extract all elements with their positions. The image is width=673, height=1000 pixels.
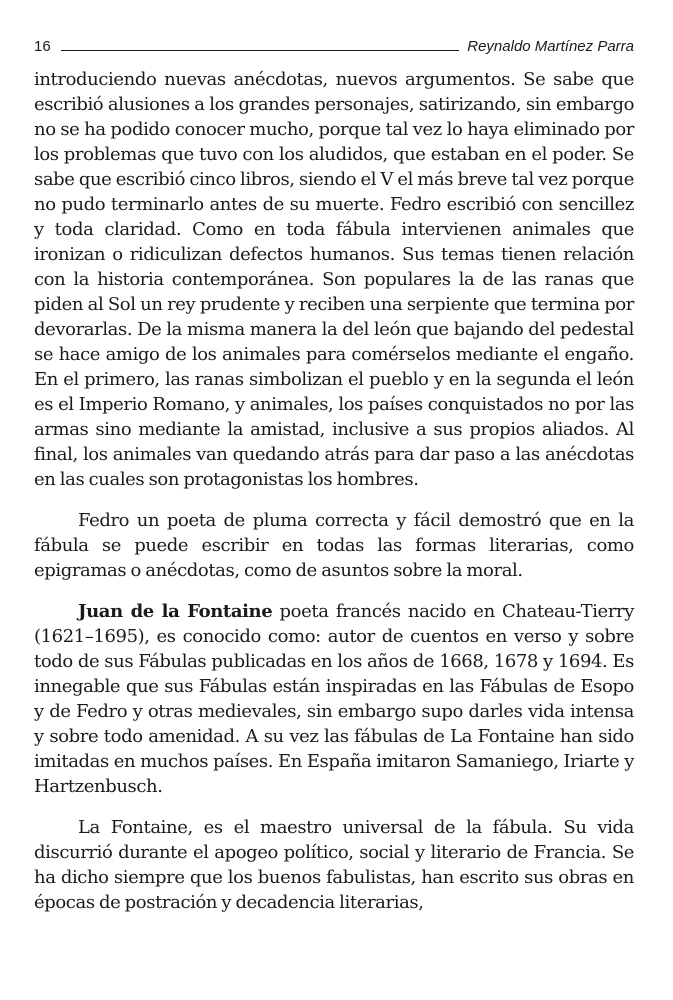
page-number: 16 [34, 38, 51, 55]
paragraph-fedro [34, 508, 634, 583]
paragraph-la-fontaine-bio [34, 599, 634, 799]
page-header [34, 34, 634, 54]
paragraph-text: Fedro un poeta de pluma correcta y fácil demostró que en la fábula se puede escribir en todas las formas literarias, como epigramas o anécdotas, como de asuntos sobre la moral. [34, 510, 634, 581]
paragraph-text: La Fontaine, es el maestro universal de la fábula. Su vida discurrió durante el apogeo político, social y literario de Francia. Se ha dicho siempre que los buenos fabulistas, han escrito sus obras en épocas de postración y decadencia literarias, [34, 817, 634, 913]
paragraph-la-fontaine-master [34, 815, 634, 915]
bold-name: Juan de la Fontaine [78, 601, 273, 622]
header-rule [61, 50, 460, 51]
running-head-author: Reynaldo Martínez Parra [467, 38, 634, 55]
page-body [34, 67, 634, 915]
paragraph-continued [34, 67, 634, 492]
paragraph-text: introduciendo nuevas anécdotas, nuevos argumentos. Se sabe que escribió alusiones a los grandes personajes, satirizando, sin embargo no se ha podido conocer mucho, porque tal vez lo haya eliminado por los problemas que tuvo con los aludidos, que estaban en el poder. Se sabe que escribió cinco libros, siendo el V el más breve tal vez porque no pudo terminarlo antes de su muerte. Fedro escribió con sencillez y toda claridad. Como en toda fábula intervienen animales que ironizan o ridiculizan defectos humanos. Sus temas tienen relación con la historia contemporánea. Son populares la de las ranas que piden al Sol un rey prudente y reciben una serpiente que termina por devorarlas. De la misma manera la del león que bajando del pedestal se hace amigo de los animales para comérselos mediante el engaño. En el primero, las ranas simbolizan el pueblo y en la segunda el león es el Imperio Romano, y animales, los países conquistados no por las armas sino mediante la amistad, inclusive a sus propios aliados. Al final, los animales van quedando atrás para dar paso a las anécdotas en las cuales son protagonistas los hombres. [34, 69, 634, 490]
paragraph-text: poeta francés nacido en Chateau-Tierry (1621–1695), es conocido como: autor de cuentos en verso y sobre todo de sus Fábulas publicadas en los años de 1668, 1678 y 1694. Es innegable que sus Fábulas están inspiradas en las Fábulas de Esopo y de Fedro y otras medievales, sin embargo supo darles vida intensa y sobre todo amenidad. A su vez las fábulas de La Fontaine han sido imitadas en muchos países. En España imitaron Samaniego, Iriarte y Hartzenbusch. [34, 601, 634, 797]
